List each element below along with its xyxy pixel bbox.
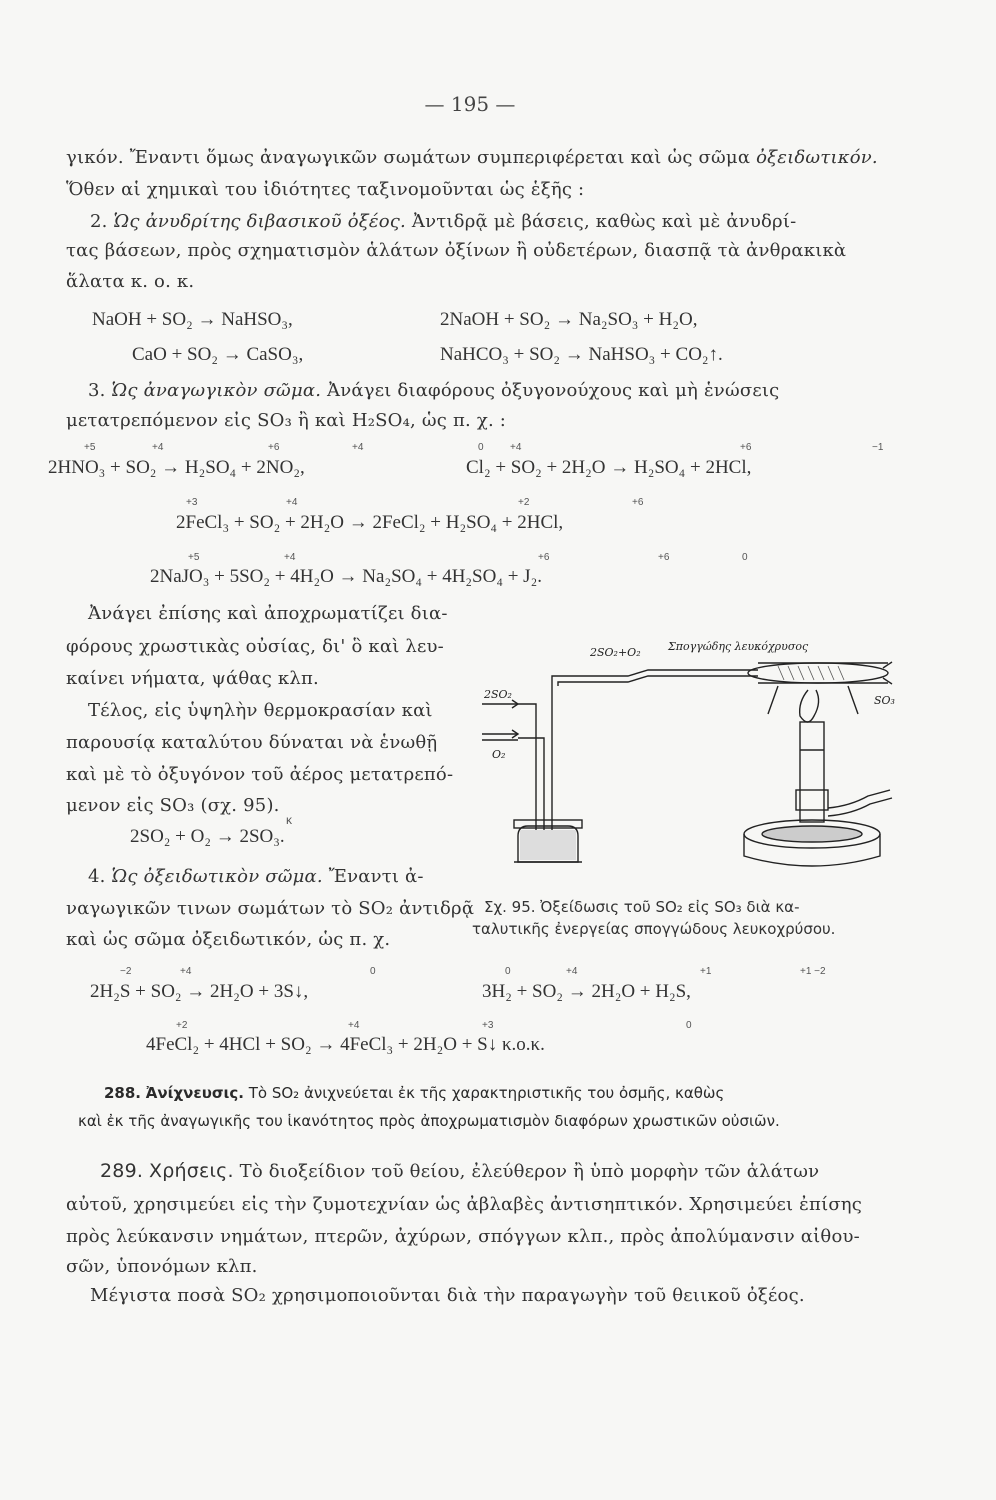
figure-caption-line-2: ταλυτικῆς ἐνεργείας σπογγώδους λευκοχρύσου. [472, 920, 836, 938]
ox-number: −1 [872, 442, 884, 453]
label-o2-inlet: O₂ [492, 748, 506, 761]
ox-number: +4 [286, 497, 298, 508]
item4-equation-1b: 3H₂ + SO₂ → 2H₂O + H₂S, [482, 981, 691, 1002]
section-289-line-4: σῶν, ὑπονόμων κλπ. [66, 1256, 258, 1277]
label-so3-outlet: SO₃ [874, 694, 895, 707]
ox-number: +4 [284, 552, 296, 563]
ox-number: +4 [180, 966, 192, 977]
label-so2-inlet: 2SO₂ [484, 688, 512, 701]
ox-number: +4 [566, 966, 578, 977]
section-289-line-2: αὐτοῦ, χρησιμεύει εἰς τὴν ζυμοτεχνίαν ὡς ἀβλαβὲς ἀντισηπτικόν. Χρησιμεύει ἐπίσης [66, 1194, 863, 1215]
ox-number: +4 [152, 442, 164, 453]
item2-number: 2. [90, 211, 108, 232]
catalyst-label: κ [286, 813, 292, 827]
item2-line-3: ἅλατα κ. ο. κ. [66, 271, 195, 292]
section-288-text: Τὸ SO₂ ἀνιχνεύεται ἐκ τῆς χαρακτηριστικῆς του ὀσμῆς, καθὼς [243, 1084, 725, 1102]
item3-para-line-2: φόρους χρωστικὰς οὐσίας, δι' ὃ καὶ λευ- [66, 636, 444, 657]
item2-equation-1a: NaOH + SO₂ → NaHSO₃, [92, 309, 293, 330]
item4-line-1 [88, 866, 424, 887]
item4-equation-1a: 2H₂S + SO₂ → 2H₂O + 3S↓, [90, 981, 309, 1002]
section-288-number: 288. [104, 1084, 142, 1102]
section-289-line-5: Μέγιστα ποσὰ SO₂ χρησιμοποιοῦνται διὰ τὴν παραγωγὴν τοῦ θειικοῦ ὀξέος. [90, 1285, 805, 1306]
section-289-line-1 [100, 1160, 819, 1182]
item3-equation-4: 2SO₂ + O₂ → 2SO₃. [130, 826, 285, 847]
figure-95-apparatus [478, 630, 898, 880]
item3-equation-1a: 2HNO₃ + SO₂ → H₂SO₄ + 2NO₂, [48, 457, 305, 478]
ox-number: +1 [700, 966, 712, 977]
ox-number: +4 [510, 442, 522, 453]
label-mixture: 2SO₂+O₂ [590, 646, 641, 659]
item2-equation-1b: 2NaOH + SO₂ → Na₂SO₃ + H₂O, [440, 309, 698, 330]
ox-number: +6 [268, 442, 280, 453]
section-289-number: 289. [100, 1160, 144, 1182]
ox-number: 0 [505, 966, 511, 977]
item2-equation-2a: CaO + SO₂ → CaSO₃, [132, 344, 304, 365]
item3-para-line-1: Ἀνάγει ἐπίσης καὶ ἀποχρωματίζει δια- [88, 603, 448, 624]
item4-number: 4. [88, 866, 106, 887]
section-289-line-3: πρὸς λεύκανσιν νημάτων, πτερῶν, ἀχύρων, σπόγγων κλπ., πρὸς ἀπολύμανσιν αἰθου- [66, 1226, 860, 1247]
ox-number: 0 [742, 552, 748, 563]
item2-equation-2b: NaHCO₃ + SO₂ → NaHSO₃ + CO₂↑. [440, 344, 723, 365]
item3-para-line-4: Τέλος, εἰς ὑψηλὴν θερμοκρασίαν καὶ [88, 700, 433, 721]
label-sponge: Σπογγώδης λευκόχρυσος [668, 640, 809, 653]
item3-equation-1b: Cl₂ + SO₂ + 2H₂O → H₂SO₄ + 2HCl, [466, 457, 752, 478]
section-289-text: Τὸ διοξείδιον τοῦ θείου, ἐλεύθερον ἢ ὑπὸ μορφὴν τῶν ἁλάτων [233, 1161, 820, 1182]
item3-para-line-7: μενον εἰς SO₃ (σχ. 95). [66, 795, 280, 816]
item4-line-3: καὶ ὡς σῶμα ὀξειδωτικόν, ὡς π. χ. [66, 929, 391, 950]
section-289-title: Χρήσεις. [149, 1160, 234, 1182]
item4-equation-2: 4FeCl₂ + 4HCl + SO₂ → 4FeCl₃ + 2H₂O + S↓ κ.ο.κ. [146, 1034, 545, 1055]
item3-line-1 [88, 380, 779, 401]
ox-number: 0 [478, 442, 484, 453]
intro-line-1 [66, 147, 878, 168]
item2-title: Ὡς ἀνυδρίτης διβασικοῦ ὀξέος. [113, 211, 406, 232]
apparatus-drawing [478, 630, 898, 880]
item3-para-line-3: καίνει νήματα, ψάθας κλπ. [66, 668, 319, 689]
item3-para-line-5: παρουσίᾳ καταλύτου δύναται νὰ ἑνωθῇ [66, 732, 438, 753]
item3-equation-2: 2FeCl₃ + SO₂ + 2H₂O → 2FeCl₂ + H₂SO₄ + 2HCl, [176, 512, 564, 533]
page-number: — 195 — [424, 92, 516, 116]
intro-emphasis: ὀξειδωτικόν. [756, 147, 878, 168]
item2-line-2: τας βάσεων, πρὸς σχηματισμὸν ἁλάτων ὀξίνων ἢ οὐδετέρων, διασπᾷ τὰ ἀνθρακικὰ [66, 240, 847, 261]
ox-number: +6 [658, 552, 670, 563]
item4-title: Ὡς ὀξειδωτικὸν σῶμα. [111, 866, 323, 887]
ox-number: +5 [84, 442, 96, 453]
ox-number: +5 [188, 552, 200, 563]
ox-number: +4 [352, 442, 364, 453]
item3-line-2: μετατρεπόμενον εἰς SO₃ ἢ καὶ H₂SO₄, ὡς π. χ. : [66, 410, 507, 431]
ox-number: 0 [686, 1020, 692, 1031]
item3-text: Ἀνάγει διαφόρους ὀξυγονούχους καὶ μὴ ἑνώσεις [321, 380, 780, 401]
ox-number: 0 [370, 966, 376, 977]
item2-line-1 [90, 211, 796, 232]
item3-para-line-6: καὶ μὲ τὸ ὀξυγόνον τοῦ ἀέρος μετατρεπό- [66, 764, 454, 785]
ox-number: −2 [120, 966, 132, 977]
section-288-line-1 [104, 1084, 724, 1102]
section-288-title: Ἀνίχνευσις. [145, 1084, 244, 1102]
ox-number: +3 [186, 497, 198, 508]
ox-number: +2 [176, 1020, 188, 1031]
ox-number: +4 [348, 1020, 360, 1031]
intro-line-2: Ὅθεν αἱ χημικαὶ του ἰδιότητες ταξινομοῦνται ὡς ἑξῆς : [66, 179, 585, 200]
ox-number: +2 [518, 497, 530, 508]
intro-text: γικόν. Ἔναντι ὅμως ἀναγωγικῶν σωμάτων συμπεριφέρεται καὶ ὡς σῶμα [66, 147, 757, 168]
item3-equation-3: 2NaJO₃ + 5SO₂ + 4H₂O → Na₂SO₄ + 4H₂SO₄ + J₂. [150, 566, 542, 587]
ox-number: +6 [632, 497, 644, 508]
item3-title: Ὡς ἀναγωγικὸν σῶμα. [111, 380, 322, 401]
item4-line-2: ναγωγικῶν τινων σωμάτων τὸ SO₂ ἀντιδρᾷ [66, 898, 475, 919]
item4-text: Ἔναντι ἀ- [322, 866, 424, 887]
figure-caption-line-1: Σχ. 95. Ὀξείδωσις τοῦ SO₂ εἰς SO₃ διὰ κα- [484, 898, 800, 916]
section-288-line-2: καὶ ἐκ τῆς ἀναγωγικῆς του ἱκανότητος πρὸς ἀποχρωματισμὸν διαφόρων χρωστικῶν οὐσιῶν. [78, 1112, 780, 1130]
item2-text: Ἀντιδρᾷ μὲ βάσεις, καθὼς καὶ μὲ ἀνυδρί- [405, 211, 797, 232]
ox-number: +3 [482, 1020, 494, 1031]
ox-number: +1 −2 [800, 966, 826, 977]
ox-number: +6 [740, 442, 752, 453]
ox-number: +6 [538, 552, 550, 563]
item3-number: 3. [88, 380, 106, 401]
